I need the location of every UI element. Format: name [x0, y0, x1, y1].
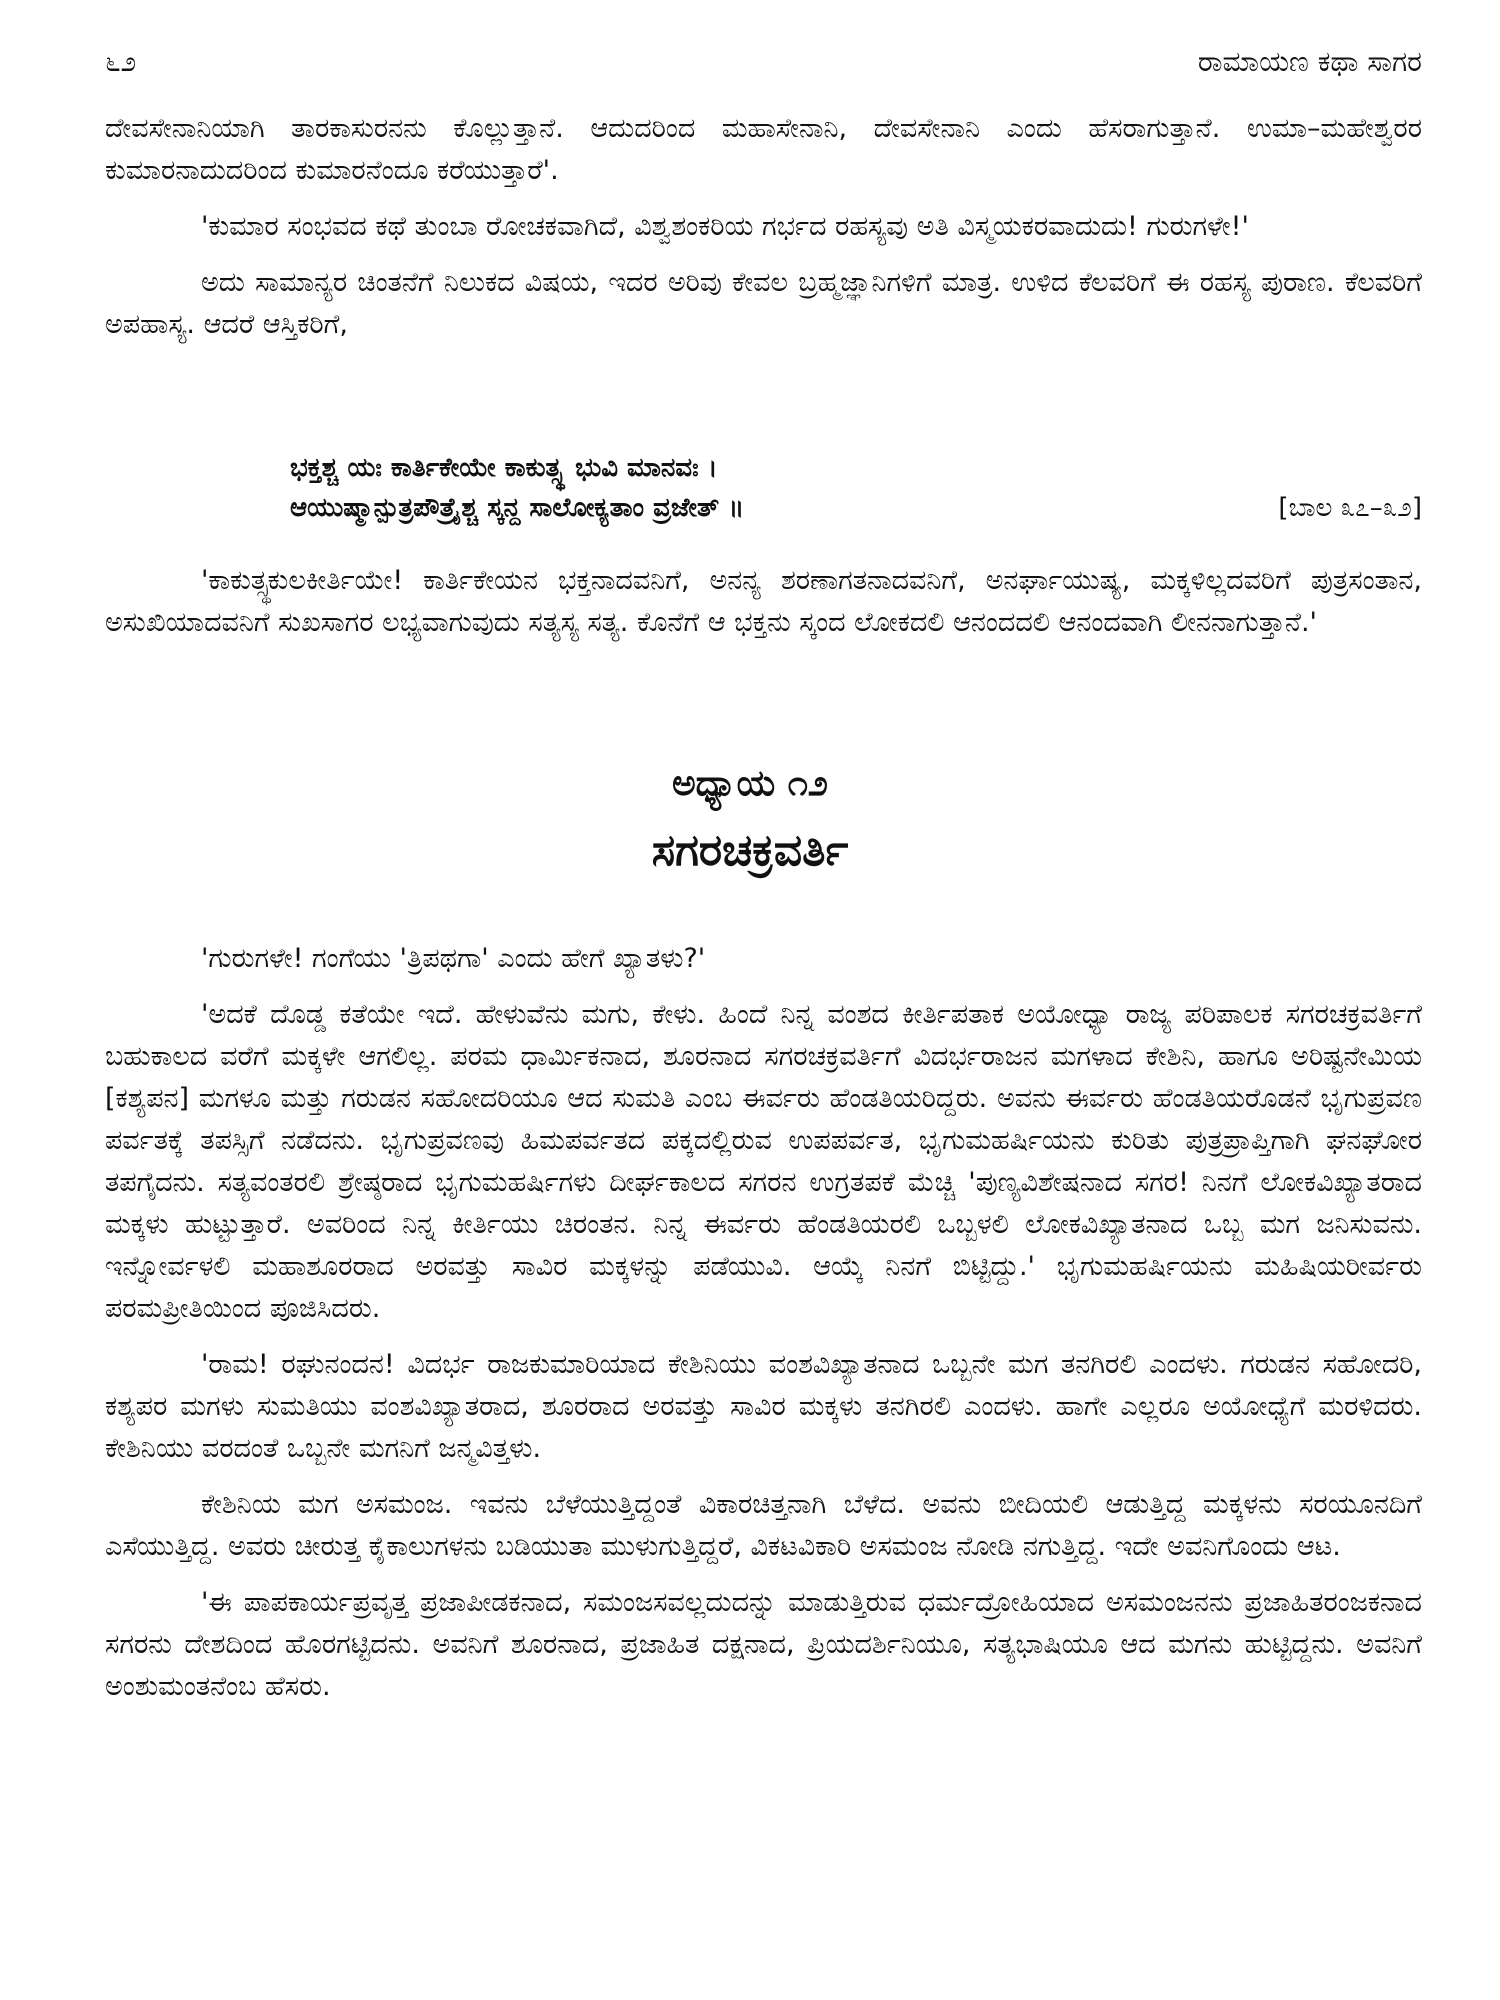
chapter-text-block: [105, 938, 1422, 1708]
paragraph: 'ಗುರುಗಳೇ! ಗಂಗೆಯು 'ತ್ರಿಪಥಗಾ' ಎಂದು ಹೇಗೆ ಖ್ಯಾತಳು?': [201, 943, 706, 974]
opening-text-block: [105, 108, 1422, 346]
paragraph: 'ಈ ಪಾಪಕಾರ್ಯಪ್ರವೃತ್ತ ಪ್ರಜಾಪೀಡಕನಾದ, ಸಮಂಜಸವಲ್ಲದುದನ್ನು ಮಾಡುತ್ತಿರುವ ಧರ್ಮದ್ರೋಹಿಯಾದ ಅಸಮಂಜನನು ಪ್ರಜಾಹಿತರಂಜಕನಾದ ಸಗರನು ದೇಶದಿಂದ ಹೊರಗಟ್ಟಿದನು. ಅವನಿಗೆ ಶೂರನಾದ, ಪ್ರಜಾಹಿತ ದಕ್ಷನಾದ, ಪ್ರಿಯದರ್ಶಿನಿಯೂ, ಸತ್ಯಭಾಷಿಯೂ ಆದ ಮಗನು ಹುಟ್ಟಿದ್ದನು. ಅವನಿಗೆ ಅಂಶುಮಂತನೆಂಬ ಹೆಸರು.: [105, 1587, 1422, 1702]
running-head: [105, 45, 1422, 85]
verse-explanation-block: [105, 560, 1422, 644]
paragraph: 'ಕುಮಾರ ಸಂಭವದ ಕಥೆ ತುಂಬಾ ರೋಚಕವಾಗಿದೆ, ವಿಶ್ವಶಂಕರಿಯ ಗರ್ಭದ ರಹಸ್ಯವು ಅತಿ ವಿಸ್ಮಯಕರವಾದುದು! ಗುರುಗಳೇ!': [201, 211, 1249, 242]
verse-line: ಆಯುಷ್ಮಾನ್ಪುತ್ರಪೌತ್ರೈಶ್ಚ ಸ್ಕನ್ದ ಸಾಲೋಕ್ಯತಾಂ ವ್ರಜೇತ್ ॥: [290, 493, 745, 523]
page-number: ೬೨: [105, 45, 137, 78]
paragraph: 'ರಾಮ! ರಘುನಂದನ! ವಿದರ್ಭ ರಾಜಕುಮಾರಿಯಾದ ಕೇಶಿನಿಯು ವಂಶವಿಖ್ಯಾತನಾದ ಒಬ್ಬನೇ ಮಗ ತನಗಿರಲಿ ಎಂದಳು. ಗರುಡನ ಸಹೋದರಿ, ಕಶ್ಯಪರ ಮಗಳು ಸುಮತಿಯು ವಂಶವಿಖ್ಯಾತರಾದ, ಶೂರರಾದ ಅರವತ್ತು ಸಾವಿರ ಮಕ್ಕಳು ತನಗಿರಲಿ ಎಂದಳು. ಹಾಗೇ ಎಲ್ಲರೂ ಅಯೋಧ್ಯೆಗೆ ಮರಳಿದರು. ಕೇಶಿನಿಯು ವರದಂತೆ ಒಬ್ಬನೇ ಮಗನಿಗೆ ಜನ್ಮವಿತ್ತಳು.: [105, 1349, 1422, 1464]
book-title: ರಾಮಾಯಣ ಕಥಾ ಸಾಗರ: [1197, 45, 1422, 78]
paragraph: ಕೇಶಿನಿಯ ಮಗ ಅಸಮಂಜ. ಇವನು ಬೆಳೆಯುತ್ತಿದ್ದಂತೆ ವಿಕಾರಚಿತ್ತನಾಗಿ ಬೆಳೆದ. ಅವನು ಬೀದಿಯಲಿ ಆಡುತ್ತಿದ್ದ ಮಕ್ಕಳನು ಸರಯೂನದಿಗೆ ಎಸೆಯುತ್ತಿದ್ದ. ಅವರು ಚೀರುತ್ತ ಕೈಕಾಲುಗಳನು ಬಡಿಯುತಾ ಮುಳುಗುತ್ತಿದ್ದರೆ, ವಿಕಟವಿಕಾರಿ ಅಸಮಂಜ ನೋಡಿ ನಗುತ್ತಿದ್ದ. ಇದೇ ಅವನಿಗೊಂದು ಆಟ.: [105, 1489, 1422, 1562]
chapter-number: ಅಧ್ಯಾಯ ೧೨: [671, 763, 829, 804]
verse-line: ಭಕ್ತಶ್ಚ ಯಃ ಕಾರ್ತಿಕೇಯೇ ಕಾಕುತ್ಸ್ಥ ಭುವಿ ಮಾನವಃ ।: [290, 453, 718, 483]
paragraph: 'ಕಾಕುತ್ಸ್ಥಕುಲಕೀರ್ತಿಯೇ! ಕಾರ್ತಿಕೇಯನ ಭಕ್ತನಾದವನಿಗೆ, ಅನನ್ಯ ಶರಣಾಗತನಾದವನಿಗೆ, ಅನರ್ಘಾಯುಷ್ಯ, ಮಕ್ಕಳಿಲ್ಲದವರಿಗೆ ಪುತ್ರಸಂತಾನ, ಅಸುಖಿಯಾದವನಿಗೆ ಸುಖಸಾಗರ ಲಭ್ಯವಾಗುವುದು ಸತ್ಯಸ್ಯ ಸತ್ಯ. ಕೊನೆಗೆ ಆ ಭಕ್ತನು ಸ್ಕಂದ ಲೋಕದಲಿ ಆನಂದದಲಿ ಆನಂದವಾಗಿ ಲೀನನಾಗುತ್ತಾನೆ.': [105, 565, 1422, 638]
chapter-title: ಸಗರಚಕ್ರವರ್ತಿ: [651, 825, 849, 876]
paragraph: ಅದು ಸಾಮಾನ್ಯರ ಚಿಂತನೆಗೆ ನಿಲುಕದ ವಿಷಯ, ಇದರ ಅರಿವು ಕೇವಲ ಬ್ರಹ್ಮಜ್ಞಾನಿಗಳಿಗೆ ಮಾತ್ರ. ಉಳಿದ ಕೆಲವರಿಗೆ ಈ ರಹಸ್ಯ ಪುರಾಣ. ಕೆಲವರಿಗೆ ಅಪಹಾಸ್ಯ. ಆದರೆ ಆಸ್ತಿಕರಿಗೆ,: [105, 267, 1422, 340]
paragraph: ದೇವಸೇನಾನಿಯಾಗಿ ತಾರಕಾಸುರನನು ಕೊಲ್ಲುತ್ತಾನೆ. ಆದುದರಿಂದ ಮಹಾಸೇನಾನಿ, ದೇವಸೇನಾನಿ ಎಂದು ಹೆಸರಾಗುತ್ತಾನೆ. ಉಮಾ–ಮಹೇಶ್ವರರ ಕುಮಾರನಾದುದರಿಂದ ಕುಮಾರನೆಂದೂ ಕರೆಯುತ್ತಾರೆ'.: [105, 113, 1422, 186]
sanskrit-verse: [290, 448, 1422, 528]
paragraph: 'ಅದಕೆ ದೊಡ್ಡ ಕತೆಯೇ ಇದೆ. ಹೇಳುವೆನು ಮಗು, ಕೇಳು. ಹಿಂದೆ ನಿನ್ನ ವಂಶದ ಕೀರ್ತಿಪತಾಕ ಅಯೋಧ್ಯಾ ರಾಜ್ಯ ಪರಿಪಾಲಕ ಸಗರಚಕ್ರವರ್ತಿಗೆ ಬಹುಕಾಲದ ವರೆಗೆ ಮಕ್ಕಳೇ ಆಗಲಿಲ್ಲ. ಪರಮ ಧಾರ್ಮಿಕನಾದ, ಶೂರನಾದ ಸಗರಚಕ್ರವರ್ತಿಗೆ ವಿದರ್ಭರಾಜನ ಮಗಳಾದ ಕೇಶಿನಿ, ಹಾಗೂ ಅರಿಷ್ಟನೇಮಿಯ [ಕಶ್ಯಪನ] ಮಗಳೂ ಮತ್ತು ಗರುಡನ ಸಹೋದರಿಯೂ ಆದ ಸುಮತಿ ಎಂಬ ಈರ್ವರು ಹೆಂಡತಿಯರಿದ್ದರು. ಅವನು ಈರ್ವರು ಹೆಂಡತಿಯರೊಡನೆ ಭೃಗುಪ್ರವಣ ಪರ್ವತಕ್ಕೆ ತಪಸ್ಸಿಗೆ ನಡೆದನು. ಭೃಗುಪ್ರವಣವು ಹಿಮಪರ್ವತದ ಪಕ್ಕದಲ್ಲಿರುವ ಉಪಪರ್ವತ, ಭೃಗುಮಹರ್ಷಿಯನು ಕುರಿತು ಪುತ್ರಪ್ರಾಪ್ತಿಗಾಗಿ ಘನಘೋರ ತಪಗೈದನು. ಸತ್ಯವಂತರಲಿ ಶ್ರೇಷ್ಠರಾದ ಭೃಗುಮಹರ್ಷಿಗಳು ದೀರ್ಘಕಾಲದ ಸಗರನ ಉಗ್ರತಪಕೆ ಮೆಚ್ಚಿ 'ಪುಣ್ಯವಿಶೇಷನಾದ ಸಗರ! ನಿನಗೆ ಲೋಕವಿಖ್ಯಾತರಾದ ಮಕ್ಕಳು ಹುಟ್ಟುತ್ತಾರೆ. ಅವರಿಂದ ನಿನ್ನ ಕೀರ್ತಿಯು ಚಿರಂತನ. ನಿನ್ನ ಈರ್ವರು ಹೆಂಡತಿಯರಲಿ ಒಬ್ಬಳಲಿ ಲೋಕವಿಖ್ಯಾತನಾದ ಒಬ್ಬ ಮಗ ಜನಿಸುವನು. ಇನ್ನೋರ್ವಳಲಿ ಮಹಾಶೂರರಾದ ಅರವತ್ತು ಸಾವಿರ ಮಕ್ಕಳನ್ನು ಪಡೆಯುವಿ. ಆಯ್ಕೆ ನಿನಗೆ ಬಿಟ್ಟಿದ್ದು.' ಭೃಗುಮಹರ್ಷಿಯನು ಮಹಿಷಿಯರೀರ್ವರು ಪರಮಪ್ರೀತಿಯಿಂದ ಪೂಜಿಸಿದರು.: [105, 999, 1422, 1324]
verse-reference: [ಬಾಲ ೩೭–೩೨]: [1278, 493, 1422, 523]
